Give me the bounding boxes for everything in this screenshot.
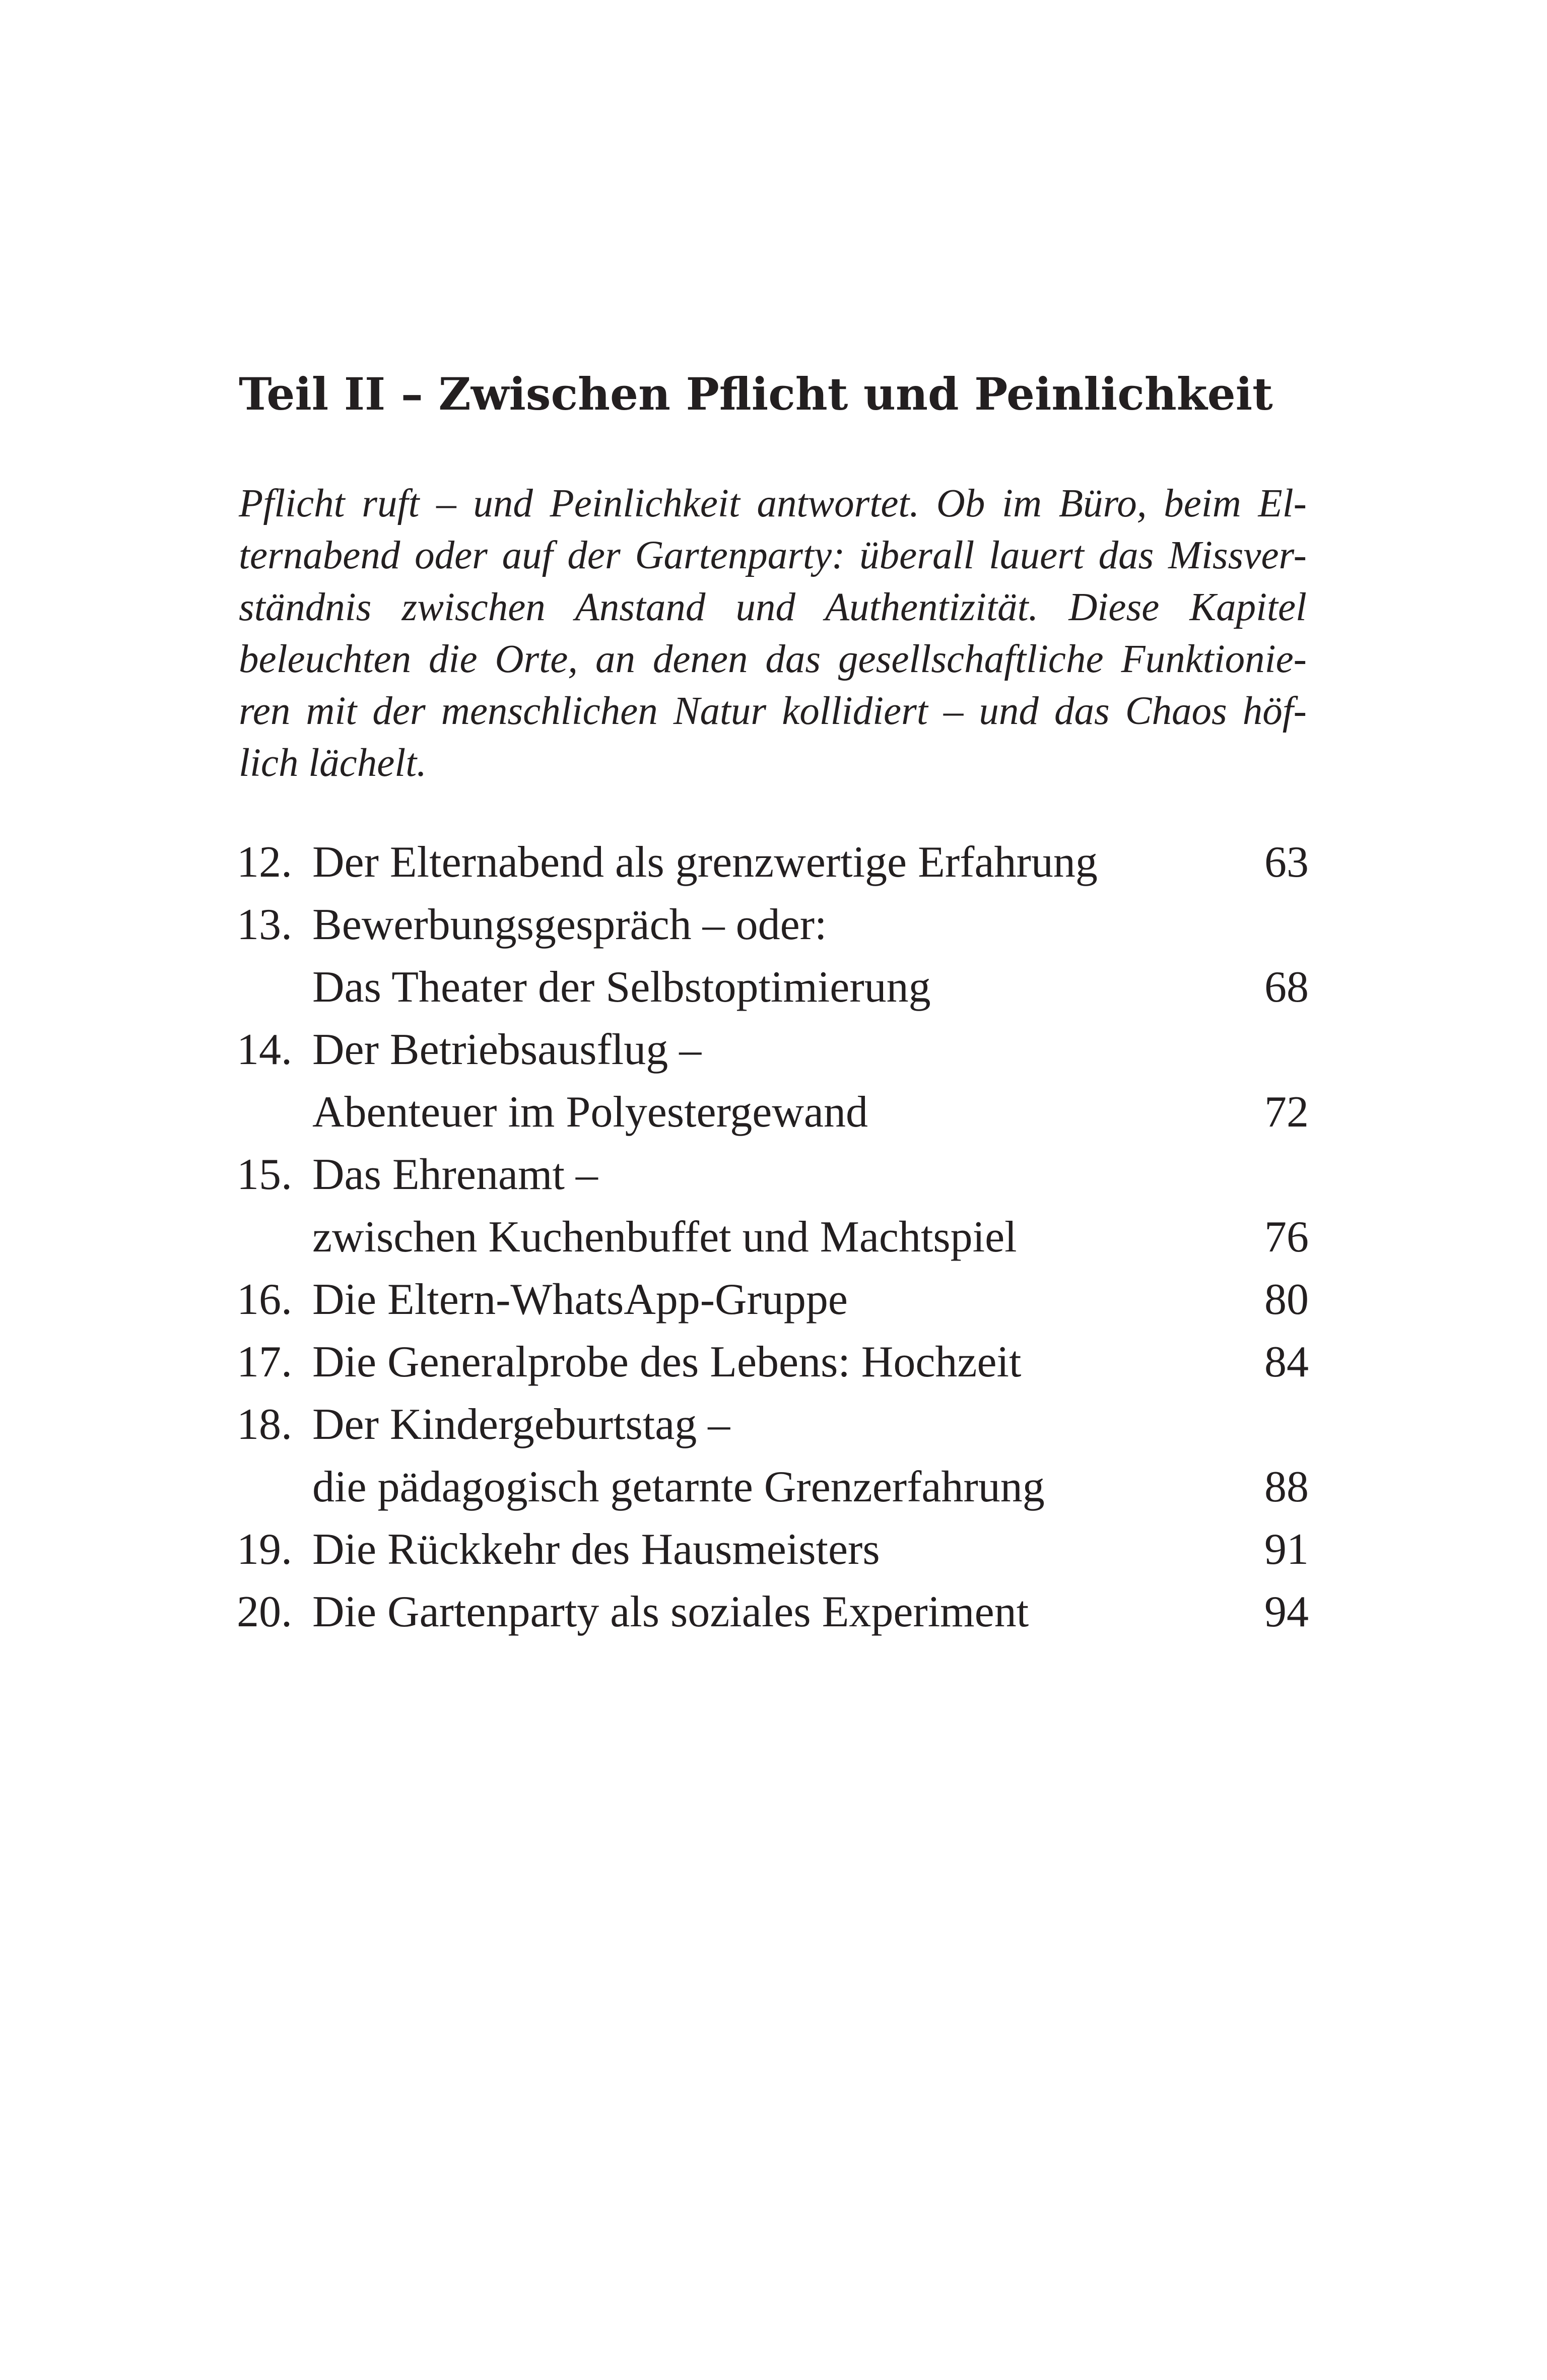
chapter-title: Die Eltern-WhatsApp-Gruppe — [312, 1275, 848, 1324]
page-number: 68 — [1264, 963, 1309, 1012]
page-number: 80 — [1264, 1275, 1309, 1324]
toc-entry-continuation[interactable] — [237, 956, 1309, 1019]
chapter-title: Die Gartenparty als soziales Experiment — [312, 1588, 1029, 1636]
chapter-subtitle: die pädagogisch getarnte Grenzerfahrung — [312, 1463, 1045, 1511]
chapter-number: 20. — [237, 1588, 292, 1636]
toc-entry[interactable] — [237, 1269, 1309, 1331]
page-number: 88 — [1264, 1463, 1309, 1511]
toc-entry[interactable] — [237, 831, 1309, 894]
chapter-title: Der Betriebsausflug – — [312, 1025, 702, 1074]
toc-entry[interactable] — [237, 1518, 1309, 1581]
chapter-title: Die Rückkehr des Hausmeisters — [312, 1525, 880, 1574]
toc-entry[interactable] — [237, 1331, 1309, 1394]
toc-entry[interactable] — [237, 1394, 1309, 1456]
page-number: 84 — [1264, 1338, 1309, 1386]
toc-entry[interactable] — [237, 1144, 1309, 1206]
chapter-number: 15. — [237, 1150, 292, 1199]
intro-line: ständnis zwischen Anstand und Authentizität. Diese Kapitel — [239, 585, 1307, 629]
chapter-number: 19. — [237, 1525, 292, 1574]
chapter-number: 16. — [237, 1275, 292, 1324]
chapter-subtitle: Das Theater der Selbstoptimierung — [312, 963, 931, 1012]
part-intro — [239, 478, 1307, 789]
chapter-subtitle: Abenteuer im Polyestergewand — [312, 1088, 868, 1137]
chapter-number: 12. — [237, 838, 292, 887]
intro-line: lich lächelt. — [239, 741, 427, 785]
page-number: 91 — [1264, 1525, 1309, 1574]
part-title: Teil II – Zwischen Pflicht und Peinlichkeit — [239, 368, 1273, 420]
chapter-title: Bewerbungsgespräch – oder: — [312, 900, 827, 949]
chapter-title: Der Kindergeburtstag – — [312, 1400, 730, 1449]
chapter-number: 13. — [237, 900, 292, 949]
toc-entry-continuation[interactable] — [237, 1456, 1309, 1518]
chapter-title: Der Elternabend als grenzwertige Erfahrung — [312, 838, 1098, 887]
intro-line: ternabend oder auf der Gartenparty: überall lauert das Missver- — [239, 534, 1307, 577]
toc-entry[interactable] — [237, 1581, 1309, 1643]
intro-line: ren mit der menschlichen Natur kollidiert – und das Chaos höf- — [239, 689, 1307, 733]
page-number: 63 — [1264, 838, 1309, 887]
toc-entry[interactable] — [237, 1019, 1309, 1081]
chapter-subtitle: zwischen Kuchenbuffet und Machtspiel — [312, 1213, 1017, 1262]
page-number: 94 — [1264, 1588, 1309, 1636]
chapter-title: Die Generalprobe des Lebens: Hochzeit — [312, 1338, 1022, 1386]
page-number: 76 — [1264, 1213, 1309, 1262]
chapter-number: 18. — [237, 1400, 292, 1449]
chapter-number: 17. — [237, 1338, 292, 1386]
page-number: 72 — [1264, 1088, 1309, 1137]
table-of-contents — [237, 831, 1309, 1643]
toc-entry[interactable] — [237, 894, 1309, 956]
chapter-number: 14. — [237, 1025, 292, 1074]
chapter-title: Das Ehrenamt – — [312, 1150, 598, 1199]
intro-line: Pflicht ruft – und Peinlichkeit antwortet. Ob im Büro, beim El- — [239, 482, 1307, 525]
toc-entry-continuation[interactable] — [237, 1206, 1309, 1269]
intro-line: beleuchten die Orte, an denen das gesellschaftliche Funktionie- — [239, 637, 1307, 681]
toc-entry-continuation[interactable] — [237, 1081, 1309, 1144]
